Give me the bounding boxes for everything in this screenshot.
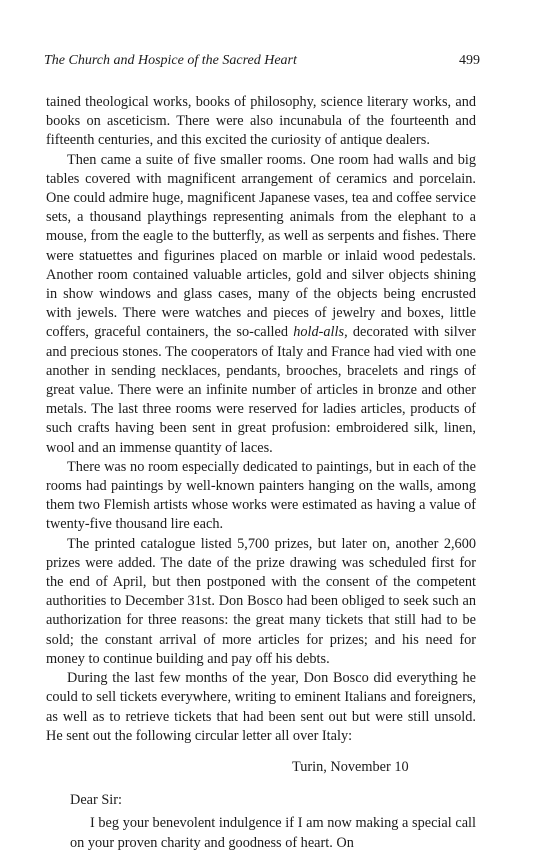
paragraph-2-continuation: , decorated with silver and precious stones. The cooperators of Italy and France had vied with one another in sending necklaces, pendants, brooches, bracelets and rings of great value. There were an infinite number of articles in bronze and other metals. The last three rooms were reserved for ladies articles, products of such crafts having been sent in great profusion: embroidered silk, linen, wool and an immense quantity of laces. [46, 324, 476, 456]
letter-dateline: Turin, November 10 [292, 758, 409, 775]
paragraph-2-text: Then came a suite of five smaller rooms. One room had walls and big tables covered with magnificent arrangement of ceramics and porcelain. One could admire huge, magnificent Japanese vases, tea and coffee service sets, a thousand playthings representing animals from the elephant to a mouse, from the eagle to the butterfly, as well as serpents and fishes. There were statuettes and figurines placed on marble or inlaid wood pedestals. Another room contained valuable articles, gold and silver objects shining in show windows and glass cases, many of the objects being encrusted with jewels. There were watches and pieces of jewelry and boxes, little coffers, graceful containers, the so-called [46, 151, 476, 341]
paragraph-5: During the last few months of the year, Don Bosco did everything he could to sell tickets everywhere, writing to eminent Italians and foreigners, as well as to retrieve tickets that had been sent out but were still unsold. He sent out the following circular letter all over Italy: [46, 670, 476, 744]
paragraph-2 [46, 151, 476, 458]
paragraph-4: The printed catalogue listed 5,700 prizes, but later on, another 2,600 prizes were added. The date of the prize drawing was scheduled first for the end of April, but then postponed with the consent of the competent authorities to December 31st. Don Bosco had been obliged to seek such an authorization for three reasons: the great many tickets that still had to be sold; the constant arrival of more articles for prizes; and his need for money to continue building and pay off his debts. [46, 535, 476, 667]
letter-salutation: Dear Sir: [70, 792, 123, 809]
circular-letter [46, 791, 476, 853]
body-text [46, 93, 476, 853]
running-title: The Church and Hospice of the Sacred Heart [44, 53, 297, 68]
paragraph-3: There was no room especially dedicated to paintings, but in each of the rooms had paintings by well-known painters hanging on the walls, among them two Flemish artists whose works were estimated as having a value of twenty-five thousand lire each. [46, 458, 476, 533]
letter-body: I beg your benevolent indulgence if I am now making a special call on your proven charity and goodness of heart. On [70, 815, 476, 851]
hold-alls-term: hold-alls [293, 324, 345, 341]
paragraph-1: tained theological works, books of philosophy, science literary works, and books on asceticism. There were also incunabula of the fourteenth and fifteenth centuries, and this excited the curiosity of antique dealers. [46, 94, 476, 149]
page-header [44, 50, 500, 72]
page-number: 499 [459, 53, 480, 68]
